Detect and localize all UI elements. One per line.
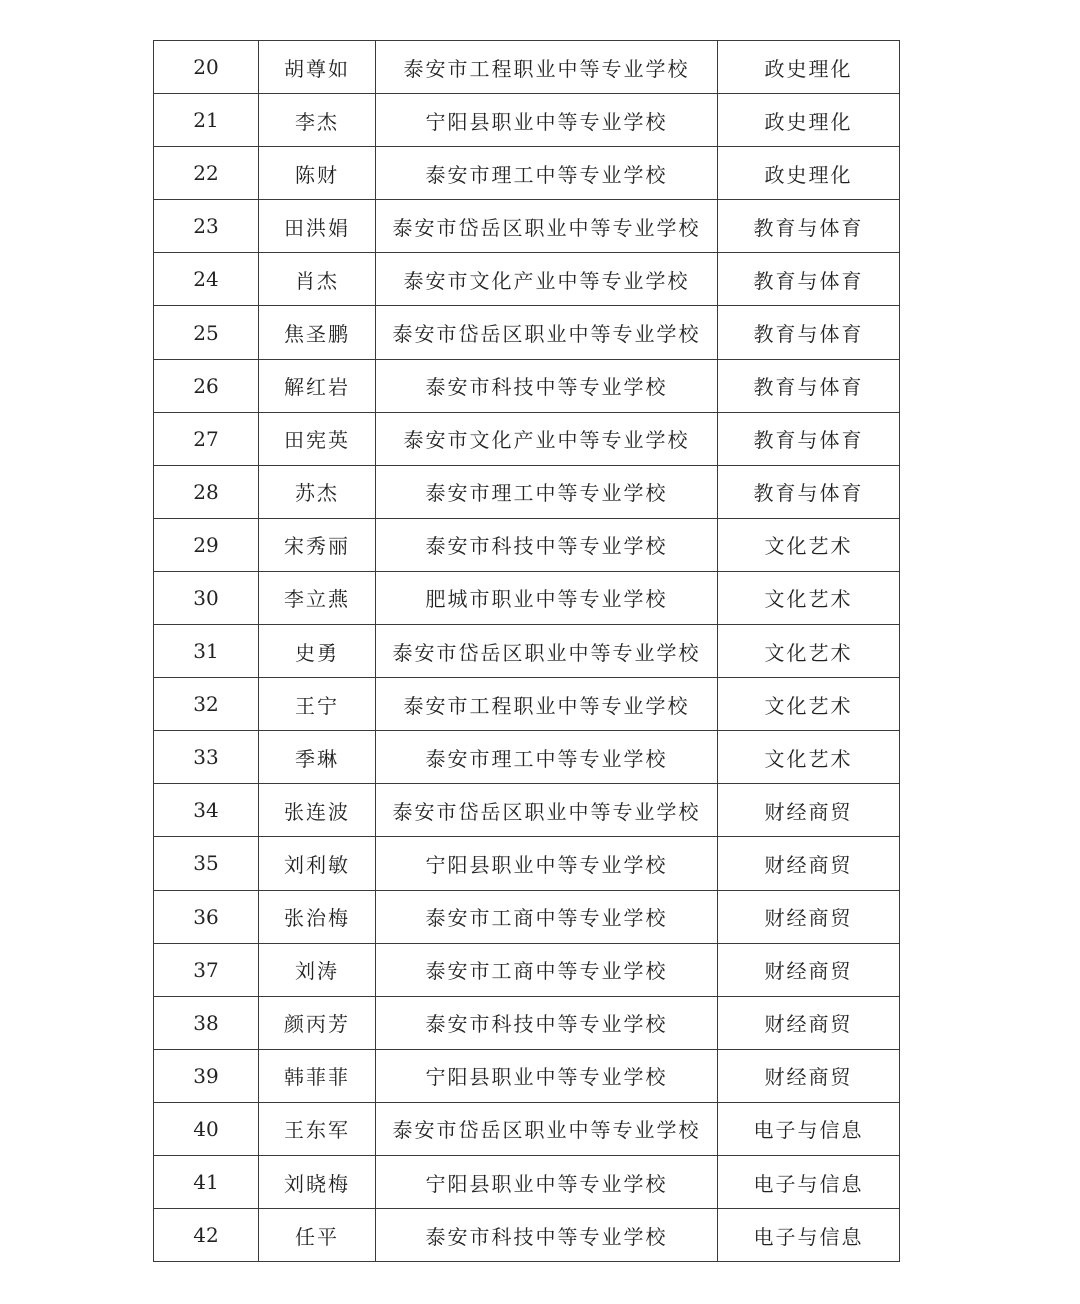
field-cell: 政史理化 [718, 94, 900, 147]
table-row [154, 465, 900, 518]
school-cell: 泰安市科技中等专业学校 [376, 996, 718, 1049]
field-cell: 财经商贸 [718, 784, 900, 837]
field-cell: 电子与信息 [718, 1209, 900, 1262]
table-row [154, 41, 900, 94]
school-cell: 泰安市理工中等专业学校 [376, 731, 718, 784]
school-cell: 泰安市岱岳区职业中等专业学校 [376, 200, 718, 253]
row-number-cell: 42 [154, 1209, 259, 1262]
name-cell: 季琳 [259, 731, 376, 784]
table-row [154, 943, 900, 996]
field-cell: 文化艺术 [718, 678, 900, 731]
row-number-cell: 25 [154, 306, 259, 359]
table-row [154, 784, 900, 837]
name-cell: 刘涛 [259, 943, 376, 996]
field-cell: 政史理化 [718, 147, 900, 200]
field-cell: 财经商贸 [718, 996, 900, 1049]
name-cell: 田宪英 [259, 412, 376, 465]
row-number-cell: 29 [154, 518, 259, 571]
school-cell: 宁阳县职业中等专业学校 [376, 1155, 718, 1208]
field-cell: 财经商贸 [718, 1049, 900, 1102]
row-number-cell: 23 [154, 200, 259, 253]
row-number-cell: 35 [154, 837, 259, 890]
field-cell: 教育与体育 [718, 465, 900, 518]
school-cell: 泰安市理工中等专业学校 [376, 147, 718, 200]
name-cell: 焦圣鹏 [259, 306, 376, 359]
school-cell: 肥城市职业中等专业学校 [376, 571, 718, 624]
row-number-cell: 36 [154, 890, 259, 943]
row-number-cell: 34 [154, 784, 259, 837]
name-cell: 韩菲菲 [259, 1049, 376, 1102]
table-row [154, 996, 900, 1049]
name-cell: 任平 [259, 1209, 376, 1262]
table-row [154, 200, 900, 253]
school-cell: 宁阳县职业中等专业学校 [376, 94, 718, 147]
name-cell: 刘晓梅 [259, 1155, 376, 1208]
row-number-cell: 22 [154, 147, 259, 200]
field-cell: 文化艺术 [718, 731, 900, 784]
row-number-cell: 31 [154, 625, 259, 678]
field-cell: 教育与体育 [718, 253, 900, 306]
row-number-cell: 21 [154, 94, 259, 147]
name-cell: 刘利敏 [259, 837, 376, 890]
school-cell: 泰安市岱岳区职业中等专业学校 [376, 1102, 718, 1155]
field-cell: 政史理化 [718, 41, 900, 94]
table-row [154, 1049, 900, 1102]
name-cell: 肖杰 [259, 253, 376, 306]
school-cell: 泰安市文化产业中等专业学校 [376, 253, 718, 306]
row-number-cell: 28 [154, 465, 259, 518]
table-row [154, 678, 900, 731]
field-cell: 电子与信息 [718, 1155, 900, 1208]
table-row [154, 306, 900, 359]
table-row [154, 147, 900, 200]
table-row [154, 571, 900, 624]
school-cell: 泰安市工程职业中等专业学校 [376, 41, 718, 94]
name-cell: 宋秀丽 [259, 518, 376, 571]
table-row [154, 731, 900, 784]
field-cell: 文化艺术 [718, 518, 900, 571]
school-cell: 泰安市科技中等专业学校 [376, 1209, 718, 1262]
row-number-cell: 41 [154, 1155, 259, 1208]
school-cell: 宁阳县职业中等专业学校 [376, 1049, 718, 1102]
name-cell: 史勇 [259, 625, 376, 678]
school-cell: 泰安市工商中等专业学校 [376, 890, 718, 943]
row-number-cell: 38 [154, 996, 259, 1049]
row-number-cell: 33 [154, 731, 259, 784]
table-row [154, 1209, 900, 1262]
name-cell: 解红岩 [259, 359, 376, 412]
row-number-cell: 27 [154, 412, 259, 465]
field-cell: 财经商贸 [718, 837, 900, 890]
table-row [154, 518, 900, 571]
row-number-cell: 32 [154, 678, 259, 731]
field-cell: 财经商贸 [718, 890, 900, 943]
name-cell: 张连波 [259, 784, 376, 837]
table-row [154, 94, 900, 147]
table-row [154, 890, 900, 943]
name-cell: 胡尊如 [259, 41, 376, 94]
school-cell: 泰安市工程职业中等专业学校 [376, 678, 718, 731]
table-row [154, 359, 900, 412]
school-cell: 泰安市工商中等专业学校 [376, 943, 718, 996]
field-cell: 教育与体育 [718, 306, 900, 359]
field-cell: 教育与体育 [718, 412, 900, 465]
name-cell: 王宁 [259, 678, 376, 731]
school-cell: 泰安市文化产业中等专业学校 [376, 412, 718, 465]
row-number-cell: 20 [154, 41, 259, 94]
roster-table [153, 40, 900, 1262]
row-number-cell: 24 [154, 253, 259, 306]
name-cell: 李杰 [259, 94, 376, 147]
table-row [154, 412, 900, 465]
row-number-cell: 40 [154, 1102, 259, 1155]
field-cell: 文化艺术 [718, 625, 900, 678]
name-cell: 王东军 [259, 1102, 376, 1155]
table-row [154, 625, 900, 678]
name-cell: 苏杰 [259, 465, 376, 518]
field-cell: 教育与体育 [718, 200, 900, 253]
row-number-cell: 30 [154, 571, 259, 624]
name-cell: 张治梅 [259, 890, 376, 943]
row-number-cell: 26 [154, 359, 259, 412]
field-cell: 电子与信息 [718, 1102, 900, 1155]
field-cell: 文化艺术 [718, 571, 900, 624]
school-cell: 泰安市科技中等专业学校 [376, 518, 718, 571]
field-cell: 财经商贸 [718, 943, 900, 996]
school-cell: 泰安市岱岳区职业中等专业学校 [376, 784, 718, 837]
roster-table-body [154, 41, 900, 1262]
table-row [154, 253, 900, 306]
row-number-cell: 39 [154, 1049, 259, 1102]
name-cell: 田洪娟 [259, 200, 376, 253]
name-cell: 陈财 [259, 147, 376, 200]
school-cell: 泰安市岱岳区职业中等专业学校 [376, 625, 718, 678]
school-cell: 泰安市理工中等专业学校 [376, 465, 718, 518]
field-cell: 教育与体育 [718, 359, 900, 412]
name-cell: 李立燕 [259, 571, 376, 624]
table-row [154, 1102, 900, 1155]
school-cell: 宁阳县职业中等专业学校 [376, 837, 718, 890]
name-cell: 颜丙芳 [259, 996, 376, 1049]
school-cell: 泰安市科技中等专业学校 [376, 359, 718, 412]
table-row [154, 837, 900, 890]
school-cell: 泰安市岱岳区职业中等专业学校 [376, 306, 718, 359]
table-row [154, 1155, 900, 1208]
row-number-cell: 37 [154, 943, 259, 996]
